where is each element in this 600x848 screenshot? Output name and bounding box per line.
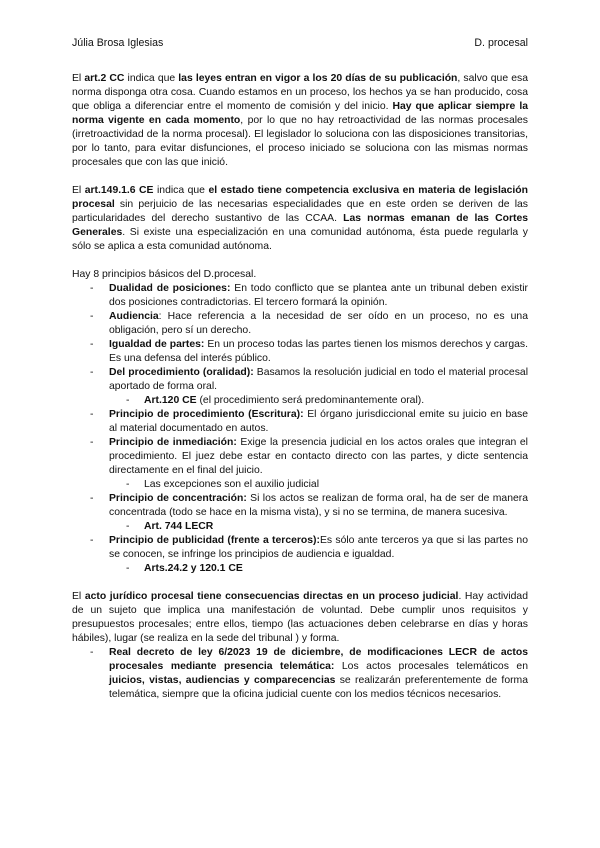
list-item — [72, 282, 528, 310]
text: Los actos procesales telemáticos en — [334, 661, 528, 672]
list-item — [72, 338, 528, 366]
text: Exige la presencia judicial en los actos orales que integran el procedimiento. El juez debe estar en contacto directo con las partes, y dicte sentencia directamente en el final del juicio. — [109, 437, 528, 476]
text: En todo conflicto que se plantea ante un tribunal deben existir dos posiciones contradictorias. El tercero formará la opinión. — [109, 283, 528, 308]
bold-text: juicios, vistas, audiencias y comparecencias — [109, 675, 336, 686]
list-item — [72, 310, 528, 338]
sub-list-item — [109, 562, 528, 576]
principles-intro: Hay 8 principios básicos del D.procesal. — [72, 269, 257, 280]
list-item — [72, 492, 528, 534]
bold-text: Del procedimiento (oralidad): — [109, 367, 254, 378]
header-author: Júlia Brosa Iglesias — [72, 37, 164, 49]
text: (el procedimiento será predominantemente oral). — [196, 395, 425, 406]
list-item — [72, 436, 528, 492]
sub-list — [109, 478, 528, 492]
sub-list-item — [109, 394, 528, 408]
bold-text: Arts.24.2 y 120.1 CE — [144, 563, 243, 574]
header-subject: D. procesal — [474, 37, 528, 49]
text: Si los actos se realizan de forma oral, ha de ser de manera concentrada (todo se hace en la misma vista), y si no se termina, de manera sucesiva. — [109, 493, 528, 518]
text: Es sólo ante terceros ya que si las partes no se conocen, se infringe los principios de audiencia e igualdad. — [109, 535, 528, 560]
bold-text: Art. 744 LECR — [144, 521, 214, 532]
bold-text: Principio de procedimiento (Escritura): — [109, 409, 304, 420]
paragraph-competencia — [72, 184, 528, 254]
text: , salvo que esa norma disponga otra cosa. Cuando estamos en un proceso, los hechos ya se han producido, cosa que obliga a diferenciar entre el momento de comisión y del inicio. — [72, 73, 528, 112]
paragraph-vigencia — [72, 72, 528, 170]
bold-text: art.2 CC — [84, 73, 125, 84]
bold-text: el estado tiene competencia exclusiva en materia de legislación procesal — [72, 185, 528, 210]
list-item — [72, 534, 528, 576]
list-item — [72, 646, 528, 702]
text: El — [72, 591, 85, 602]
text: indica que — [124, 73, 179, 84]
bold-text: Igualdad de partes: — [109, 339, 205, 350]
text: sin perjuicio de las necesarias especialidades que en este orden se deriven de las particularidades del derecho sustantivo de las CCAA. — [72, 199, 528, 224]
text: Basamos la resolución judicial en todo el material procesal aportado de forma oral. — [109, 367, 528, 392]
bold-text: Principio de concentración: — [109, 493, 247, 504]
bold-text: acto jurídico procesal tiene consecuencias directas en un proceso judicial — [84, 591, 459, 602]
sub-list-item — [109, 478, 528, 492]
text: El — [72, 73, 85, 84]
sub-list-item — [109, 520, 528, 534]
text: indica que — [153, 185, 209, 196]
document-body — [72, 72, 528, 702]
paragraph-acto-juridico — [72, 590, 528, 646]
text: El — [72, 185, 85, 196]
bold-text: las leyes entran en vigor a los 20 días de su publicación — [178, 73, 458, 84]
list-item — [72, 408, 528, 436]
text: . Hay actividad de un sujeto que implica una manifestación de voluntad. Debe cumplir unos requisitos y presupuestos procesales; entre ellos, tiempo (las actuaciones deben celebrarse en días y horas hábiles), lugar (se realiza en la sede del tribunal ) y forma. — [72, 591, 528, 644]
principles-list — [72, 282, 528, 576]
bold-text: Real decreto de ley 6/2023 19 de diciembre, de modificaciones LECR de actos procesales mediante presencia telemática: — [109, 647, 528, 672]
bold-text: Las normas emanan de las Cortes Generales — [72, 213, 529, 238]
sub-list — [109, 394, 528, 408]
text: En un proceso todas las partes tienen los mismos derechos y cargas. Es una defensa del interés público. — [109, 339, 528, 364]
sub-list — [109, 562, 528, 576]
decree-list — [72, 646, 528, 702]
list-item — [72, 366, 528, 408]
bold-text: Hay que aplicar siempre la norma vigente en cada momento — [72, 101, 528, 126]
bold-text: Dualidad de posiciones: — [109, 283, 231, 294]
bold-text: Principio de inmediación: — [109, 437, 237, 448]
text: : Hace referencia a la necesidad de ser oído en un proceso, no es una obligación, pero sí un derecho. — [109, 311, 528, 336]
bold-text: Audiencia — [109, 311, 159, 322]
sub-list — [109, 520, 528, 534]
bold-text: Principio de publicidad (frente a terceros): — [109, 535, 320, 546]
bold-text: art.149.1.6 CE — [84, 185, 154, 196]
text: Las excepciones son el auxilio judicial — [144, 479, 320, 490]
bold-text: Art.120 CE — [144, 395, 197, 406]
text: , por lo que no hay retroactividad de las normas procesales (irretroactividad de la norma procesal). El legislador lo soluciona con las disposiciones transitorias, por lo tanto, para evitar disfunciones, el proceso iniciado se soluciona con las mismas normas procesales que con las que inició. — [72, 115, 529, 168]
text: El órgano jurisdiccional emite su juicio en base al material documentado en autos. — [109, 409, 528, 434]
text: . Si existe una especialización en una comunidad autónoma, ésta puede regularla y sólo se aplica a esta comunidad autónoma. — [72, 227, 528, 252]
text: se realizarán preferentemente de forma telemática, siempre que la oficina judicial cuente con los medios técnicos necesarios. — [109, 675, 528, 700]
